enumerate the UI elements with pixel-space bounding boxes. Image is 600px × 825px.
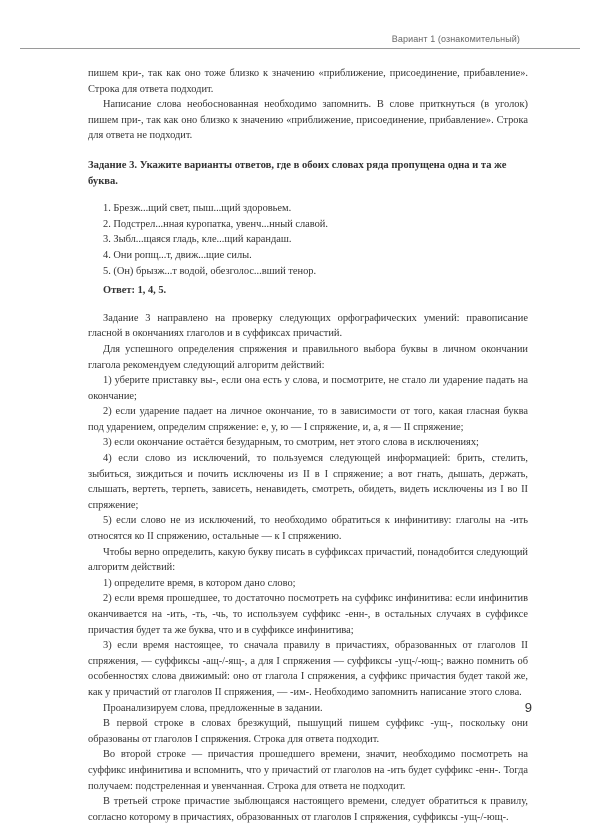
paragraph: 1) определите время, в котором дано слово; <box>103 577 296 589</box>
paragraph: 2) если ударение падает на личное окончание, то в зависимости от того, какая гласная буква под ударением, определим спряжение: е, у, ю — I спряжение, и, а, я — II спряжение; <box>88 406 528 433</box>
paragraph: 1) уберите приставку вы-, если она есть у слова, и посмотрите, не стало ли ударение падать на окончание; <box>88 375 528 402</box>
paragraph: Для успешного определения спряжения и правильного выбора буквы в личном окончании глагола рекомендуем следующий алгоритм действий: <box>88 343 528 371</box>
header-title: Вариант 1 (ознакомительный) <box>391 34 520 44</box>
task-option: 2. Подстрел...нная куропатка, увенч...нный славой. <box>103 218 328 230</box>
paragraph: В третьей строке причастие зыблющаяся настоящего времени, следует обратиться к правилу, согласно которому в причастиях, образованных от глаголов I спряжения, суффиксы -ущ-/-ющ-. <box>88 796 528 823</box>
running-header <box>20 30 580 49</box>
task-option: 5. (Он) брызж...т водой, обезголос...вший тенор. <box>103 265 317 277</box>
paragraph: Во второй строке — причастия прошедшего времени, значит, необходимо посмотреть на суффикс инфинитива и вспомнить, что у причастий от глаголов на -ить будет суффикс -енн-. Тогда получаем: подстреленная и увенчанная. Строка для ответа не подходит. <box>88 749 528 792</box>
page-number: 9 <box>524 700 532 715</box>
paragraph: 3) если окончание остаётся безударным, то смотрим, нет этого слова в исключениях; <box>103 437 479 449</box>
paragraph: Проанализируем слова, предложенные в задании. <box>103 702 323 714</box>
task-title: Задание 3. Укажите варианты ответов, где в обоих словах ряда пропущена одна и та же буква. <box>88 159 507 187</box>
paragraph: пишем кри-, так как оно тоже близко к значению «приближение, присоединение, прибавление». Строка для ответа подходит. <box>88 68 528 95</box>
paragraph: Написание слова необоснованная необходимо запомнить. В слове приткнуться (в уголок) пишем при-, так как оно близко к значению «приближение, присоединение, прибавление». Строка для ответа не подходит. <box>88 99 528 142</box>
task-answer: Ответ: 1, 4, 5. <box>103 285 167 297</box>
task-option: 4. Они ропщ...т, движ...щие силы. <box>103 249 252 261</box>
task-option: 3. Зыбл...щаяся гладь, кле...щий карандаш. <box>103 234 292 246</box>
paragraph: Задание 3 направлено на проверку следующих орфографических умений: правописание гласной в окончаниях глаголов и в суффиксах причастий. <box>88 312 528 340</box>
paragraph: 3) если время настоящее, то сначала правилу в причастиях, образованных от глаголов II спряжения, — суффиксы -ащ-/-ящ-, а для I спряжения — суффиксы -ущ-/-ющ-; важно помнить об особенностях слова движимый: оно от глагола I спряжения, а суффикс причастия будет такой же, как у причастий от глаголов II спряжения, — -им-. Необходимо запомнить написание этого слова. <box>88 640 528 698</box>
paragraph: 4) если слово из исключений, то пользуемся следующей информацией: брить, стелить, зыбиться, зиждиться и почить исключены из II в I спряжение; а вот гнать, дышать, держать, слышать, вертеть, терпеть, зависеть, ненавидеть, смотреть, обидеть, видеть исключены из I во II спряжение; <box>88 453 528 511</box>
paragraph: 2) если время прошедшее, то достаточно посмотреть на суффикс инфинитива: если инфинитив оканчивается на -ить, -ть, -чь, то используем суффикс -енн-, в остальных случаях в суффиксе причастия будет та же буква, что и в суффиксе инфинитива; <box>88 593 528 636</box>
task-option: 1. Брезж...щий свет, пыш...щий здоровьем. <box>103 203 292 215</box>
paragraph: Чтобы верно определить, какую букву писать в суффиксах причастий, понадобится следующий алгоритм действий: <box>88 546 528 574</box>
paragraph: В первой строке в словах брезжущий, пышущий пишем суффикс -ущ-, поскольку они образованы от глаголов I спряжения. Строка для ответа подходит. <box>88 718 528 745</box>
page-content <box>88 66 528 825</box>
paragraph: 5) если слово не из исключений, то необходимо обратиться к инфинитиву: глаголы на -ить относятся ко II спряжению, остальные — к I спряжению. <box>88 515 528 543</box>
